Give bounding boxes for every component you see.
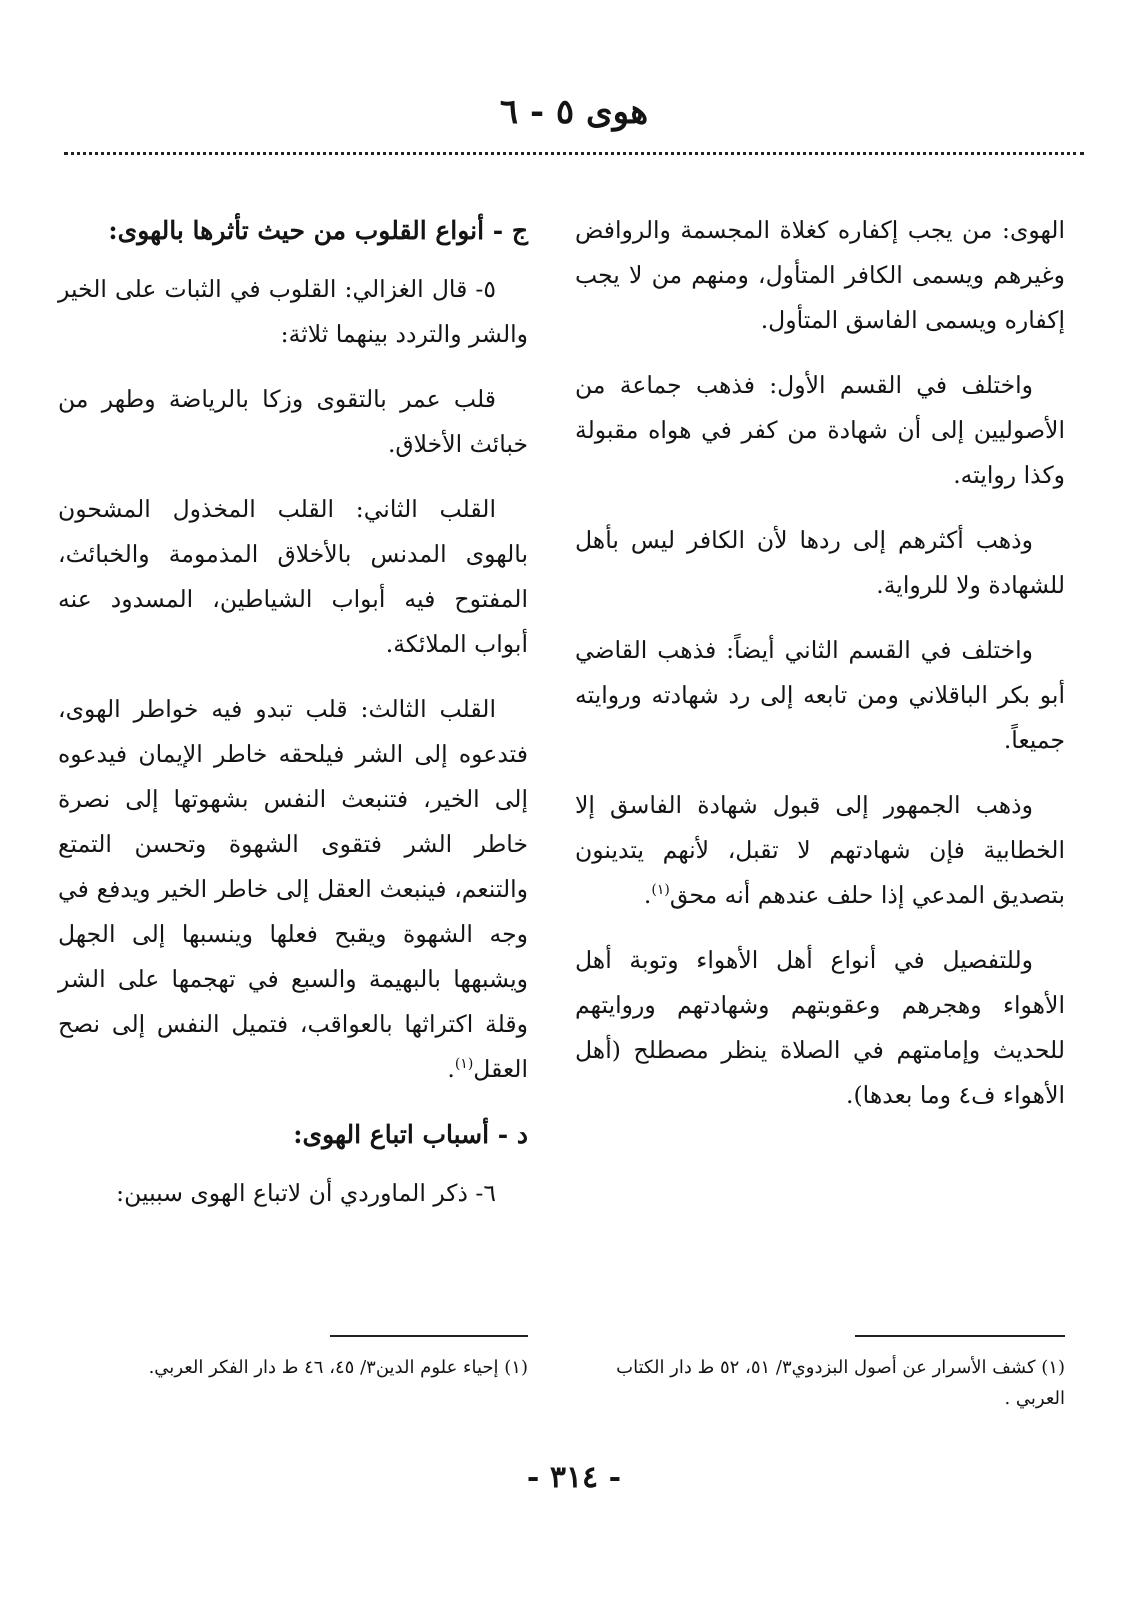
paragraph-with-footnote [58,687,528,1092]
page-header-title: هوى ٥ - ٦ [499,92,649,132]
paragraph-end: . [643,881,652,909]
paragraph: وللتفصيل في أنواع أهل الأهواء وتوبة أهل الأهواء وهجرهم وعقوبتهم وشهادتهم وروايتهم للحديث وإمامتهم في الصلاة ينظر مصطلح (أهل الأهواء ف٤ وما بعدها). [575,946,1065,1109]
paragraph: قلب عمر بالتقوى وزكا بالرياضة وطهر من خبائث الأخلاق. [58,385,528,458]
paragraph-with-footnote [575,783,1065,918]
paragraph-text: وذهب الجمهور إلى قبول شهادة الفاسق إلا الخطابية فإن شهادتهم لا تقبل، لأنهم يتدينون بتصديق المدعي إذا حلف عندهم أنه محق [575,791,1065,909]
footnote-left: (١) إحياء علوم الدين٣/ ٤٥، ٤٦ ط دار الفكر العربي. [148,1357,528,1378]
paragraph-end: . [447,1055,455,1083]
footnote-rule-left [330,1335,528,1337]
paragraph-text: القلب الثالث: قلب تبدو فيه خواطر الهوى، فتدعوه إلى الشر فيلحقه خاطر الإيمان فيدعوه إلى الخير، فتنبعث النفس بشهوتها إلى نصرة خاطر الشر فتقوى الشهوة وتحسن التمتع والتنعم، فينبعث العقل إلى خاطر الخير ويدفع في وجه الشهوة ويقبح فعلها وينسبها إلى الجهل ويشبهها بالبهيمة والسبع في تهجمها على الشر وقلة اكتراثها بالعواقب، فتميل النفس إلى نصح العقل [58,695,528,1083]
footnote-marker: (١) [651,882,670,899]
left-column [58,208,528,1236]
paragraph: وذهب أكثرهم إلى ردها لأن الكافر ليس بأهل للشهادة ولا للرواية. [575,526,1065,599]
section-heading-d: د - أسباب اتباع الهوى: [293,1120,528,1149]
footnote-rule-right [855,1335,1065,1337]
paragraph: واختلف في القسم الأول: فذهب جماعة من الأصوليين إلى أن شهادة من كفر في هواه مقبولة وكذا روايته. [575,371,1065,489]
right-column [575,208,1065,1138]
paragraph: واختلف في القسم الثاني أيضاً: فذهب القاضي أبو بكر الباقلاني ومن تابعه إلى رد شهادته وروايته جميعاً. [575,636,1065,754]
footnote-right: (١) كشف الأسرار عن أصول البزدوي٣/ ٥١، ٥٢ ط دار الكتاب العربي . [616,1357,1065,1409]
footnote-marker: (١) [454,1056,474,1073]
paragraph: الهوى: من يجب إكفاره كغلاة المجسمة والروافض وغيرهم ويسمى الكافر المتأول، ومنهم من لا يجب إكفاره ويسمى الفاسق المتأول. [575,216,1065,334]
paragraph: ٦- ذكر الماوردي أن لاتباع الهوى سببين: [116,1179,496,1207]
header-dotted-rule [64,152,1084,155]
page-number: - ٣١٤ - [526,1460,622,1495]
paragraph: القلب الثاني: القلب المخذول المشحون بالهوى المدنس بالأخلاق المذمومة والخبائث، المفتوح فيه أبواب الشياطين، المسدود عنه أبواب الملائكة. [58,495,528,658]
paragraph: ٥- قال الغزالي: القلوب في الثبات على الخير والشر والتردد بينهما ثلاثة: [58,275,528,348]
section-heading-c: ج - أنواع القلوب من حيث تأثرها بالهوى: [108,216,528,245]
